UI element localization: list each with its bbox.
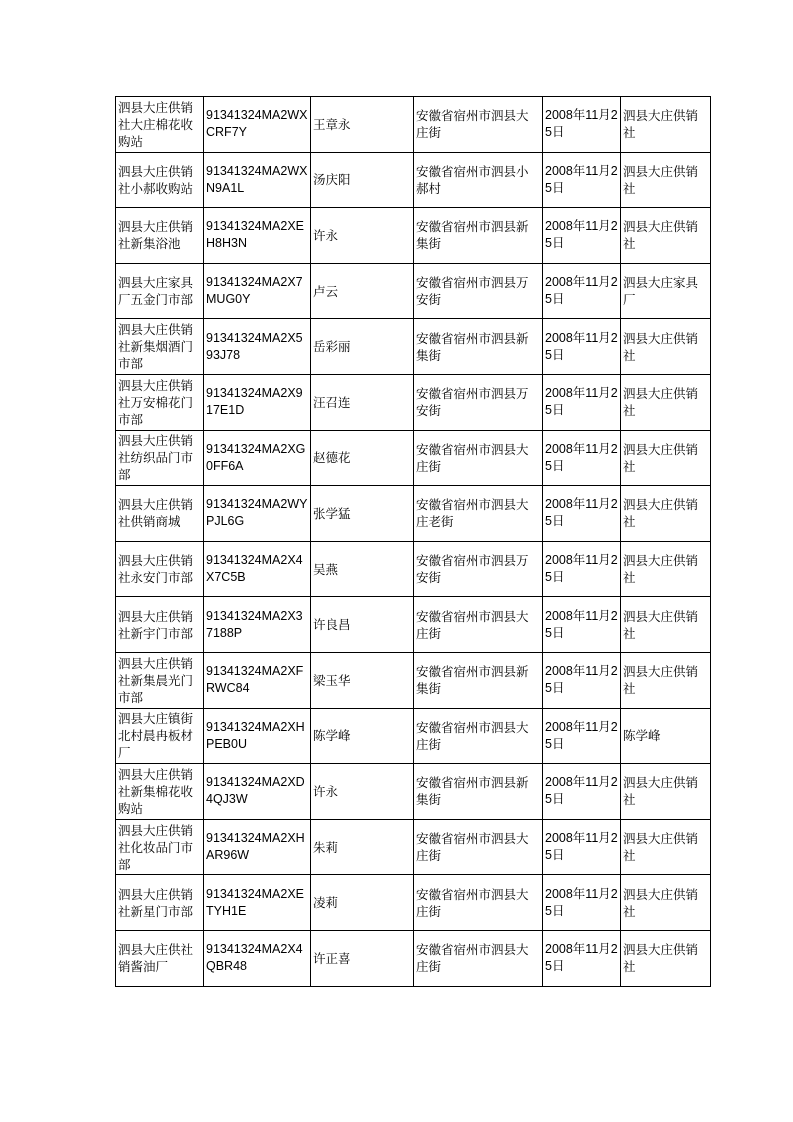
table-row	[116, 486, 711, 542]
address-cell: 安徽省宿州市泗县大庄街	[414, 930, 543, 986]
legal-person-cell: 朱莉	[311, 819, 414, 875]
legal-person-cell: 陈学峰	[311, 708, 414, 764]
address-cell: 安徽省宿州市泗县大庄街	[414, 97, 543, 153]
table-row	[116, 541, 711, 597]
parent-unit-cell: 泗县大庄供销社	[621, 374, 711, 430]
establish-date-cell: 2008年11月25日	[543, 319, 621, 375]
credit-code-cell: 91341324MA2X37188P	[204, 597, 311, 653]
table-row	[116, 875, 711, 931]
legal-person-cell: 汪召连	[311, 374, 414, 430]
address-cell: 安徽省宿州市泗县大庄街	[414, 430, 543, 486]
address-cell: 安徽省宿州市泗县万安街	[414, 263, 543, 319]
address-cell: 安徽省宿州市泗县新集街	[414, 319, 543, 375]
credit-code-cell: 91341324MA2XHPEB0U	[204, 708, 311, 764]
credit-code-cell: 91341324MA2XD4QJ3W	[204, 764, 311, 820]
legal-person-cell: 许永	[311, 764, 414, 820]
parent-unit-cell: 泗县大庄供销社	[621, 486, 711, 542]
legal-person-cell: 汤庆阳	[311, 152, 414, 208]
credit-code-cell: 91341324MA2XG0FF6A	[204, 430, 311, 486]
entity-name-cell: 泗县大庄供销社大庄棉花收购站	[116, 97, 204, 153]
parent-unit-cell: 泗县大庄供销社	[621, 430, 711, 486]
establish-date-cell: 2008年11月25日	[543, 208, 621, 264]
establish-date-cell: 2008年11月25日	[543, 486, 621, 542]
establish-date-cell: 2008年11月25日	[543, 930, 621, 986]
parent-unit-cell: 泗县大庄供销社	[621, 597, 711, 653]
address-cell: 安徽省宿州市泗县新集街	[414, 764, 543, 820]
legal-person-cell: 梁玉华	[311, 652, 414, 708]
legal-person-cell: 许永	[311, 208, 414, 264]
establish-date-cell: 2008年11月25日	[543, 597, 621, 653]
entity-name-cell: 泗县大庄供销社化妆品门市部	[116, 819, 204, 875]
establish-date-cell: 2008年11月25日	[543, 152, 621, 208]
table-row	[116, 152, 711, 208]
credit-code-cell: 91341324MA2X593J78	[204, 319, 311, 375]
credit-code-cell: 91341324MA2X4QBR48	[204, 930, 311, 986]
credit-code-cell: 91341324MA2X7MUG0Y	[204, 263, 311, 319]
entity-name-cell: 泗县大庄供销社新集晨光门市部	[116, 652, 204, 708]
table-row	[116, 819, 711, 875]
credit-code-cell: 91341324MA2WXN9A1L	[204, 152, 311, 208]
entity-name-cell: 泗县大庄供销社万安棉花门市部	[116, 374, 204, 430]
establish-date-cell: 2008年11月25日	[543, 541, 621, 597]
entity-name-cell: 泗县大庄供销社小郝收购站	[116, 152, 204, 208]
credit-code-cell: 91341324MA2XHAR96W	[204, 819, 311, 875]
entity-name-cell: 泗县大庄供销社新宇门市部	[116, 597, 204, 653]
entity-name-cell: 泗县大庄镇街北村晨冉板材厂	[116, 708, 204, 764]
establish-date-cell: 2008年11月25日	[543, 263, 621, 319]
entity-name-cell: 泗县大庄供销社供销商城	[116, 486, 204, 542]
table-row	[116, 930, 711, 986]
credit-code-cell: 91341324MA2XFRWC84	[204, 652, 311, 708]
establish-date-cell: 2008年11月25日	[543, 875, 621, 931]
establish-date-cell: 2008年11月25日	[543, 819, 621, 875]
credit-code-cell: 91341324MA2WXCRF7Y	[204, 97, 311, 153]
table-row	[116, 430, 711, 486]
establish-date-cell: 2008年11月25日	[543, 708, 621, 764]
parent-unit-cell: 泗县大庄供销社	[621, 152, 711, 208]
table-row	[116, 597, 711, 653]
table-row	[116, 764, 711, 820]
entity-name-cell: 泗县大庄供销社新集浴池	[116, 208, 204, 264]
legal-person-cell: 许正喜	[311, 930, 414, 986]
legal-person-cell: 许良昌	[311, 597, 414, 653]
legal-person-cell: 岳彩丽	[311, 319, 414, 375]
parent-unit-cell: 泗县大庄供销社	[621, 819, 711, 875]
parent-unit-cell: 泗县大庄供销社	[621, 97, 711, 153]
credit-code-cell: 91341324MA2XEH8H3N	[204, 208, 311, 264]
address-cell: 安徽省宿州市泗县小郝村	[414, 152, 543, 208]
address-cell: 安徽省宿州市泗县万安街	[414, 541, 543, 597]
entity-name-cell: 泗县大庄供销社新集棉花收购站	[116, 764, 204, 820]
legal-person-cell: 吴燕	[311, 541, 414, 597]
legal-person-cell: 赵德花	[311, 430, 414, 486]
parent-unit-cell: 泗县大庄供销社	[621, 208, 711, 264]
table-body	[116, 97, 711, 987]
legal-person-cell: 张学猛	[311, 486, 414, 542]
legal-person-cell: 卢云	[311, 263, 414, 319]
table-row	[116, 374, 711, 430]
entity-name-cell: 泗县大庄供销社纺织品门市部	[116, 430, 204, 486]
entity-name-cell: 泗县大庄供社销酱油厂	[116, 930, 204, 986]
address-cell: 安徽省宿州市泗县大庄街	[414, 819, 543, 875]
address-cell: 安徽省宿州市泗县大庄街	[414, 708, 543, 764]
entity-name-cell: 泗县大庄家具厂五金门市部	[116, 263, 204, 319]
table-row	[116, 319, 711, 375]
parent-unit-cell: 泗县大庄供销社	[621, 875, 711, 931]
parent-unit-cell: 泗县大庄家具厂	[621, 263, 711, 319]
table-row	[116, 208, 711, 264]
establish-date-cell: 2008年11月25日	[543, 430, 621, 486]
parent-unit-cell: 陈学峰	[621, 708, 711, 764]
table-row	[116, 97, 711, 153]
establish-date-cell: 2008年11月25日	[543, 97, 621, 153]
table-row	[116, 708, 711, 764]
table-row	[116, 652, 711, 708]
parent-unit-cell: 泗县大庄供销社	[621, 541, 711, 597]
legal-person-cell: 王章永	[311, 97, 414, 153]
address-cell: 安徽省宿州市泗县大庄街	[414, 875, 543, 931]
table-row	[116, 263, 711, 319]
parent-unit-cell: 泗县大庄供销社	[621, 652, 711, 708]
entity-name-cell: 泗县大庄供销社新集烟酒门市部	[116, 319, 204, 375]
parent-unit-cell: 泗县大庄供销社	[621, 319, 711, 375]
entity-name-cell: 泗县大庄供销社永安门市部	[116, 541, 204, 597]
address-cell: 安徽省宿州市泗县大庄街	[414, 597, 543, 653]
establish-date-cell: 2008年11月25日	[543, 652, 621, 708]
establish-date-cell: 2008年11月25日	[543, 764, 621, 820]
credit-code-cell: 91341324MA2XETYH1E	[204, 875, 311, 931]
address-cell: 安徽省宿州市泗县新集街	[414, 652, 543, 708]
entity-name-cell: 泗县大庄供销社新星门市部	[116, 875, 204, 931]
credit-code-cell: 91341324MA2WYPJL6G	[204, 486, 311, 542]
credit-code-cell: 91341324MA2X917E1D	[204, 374, 311, 430]
parent-unit-cell: 泗县大庄供销社	[621, 930, 711, 986]
address-cell: 安徽省宿州市泗县新集街	[414, 208, 543, 264]
address-cell: 安徽省宿州市泗县大庄老街	[414, 486, 543, 542]
legal-person-cell: 凌莉	[311, 875, 414, 931]
establish-date-cell: 2008年11月25日	[543, 374, 621, 430]
credit-code-cell: 91341324MA2X4X7C5B	[204, 541, 311, 597]
registry-table	[115, 96, 711, 987]
address-cell: 安徽省宿州市泗县万安街	[414, 374, 543, 430]
parent-unit-cell: 泗县大庄供销社	[621, 764, 711, 820]
